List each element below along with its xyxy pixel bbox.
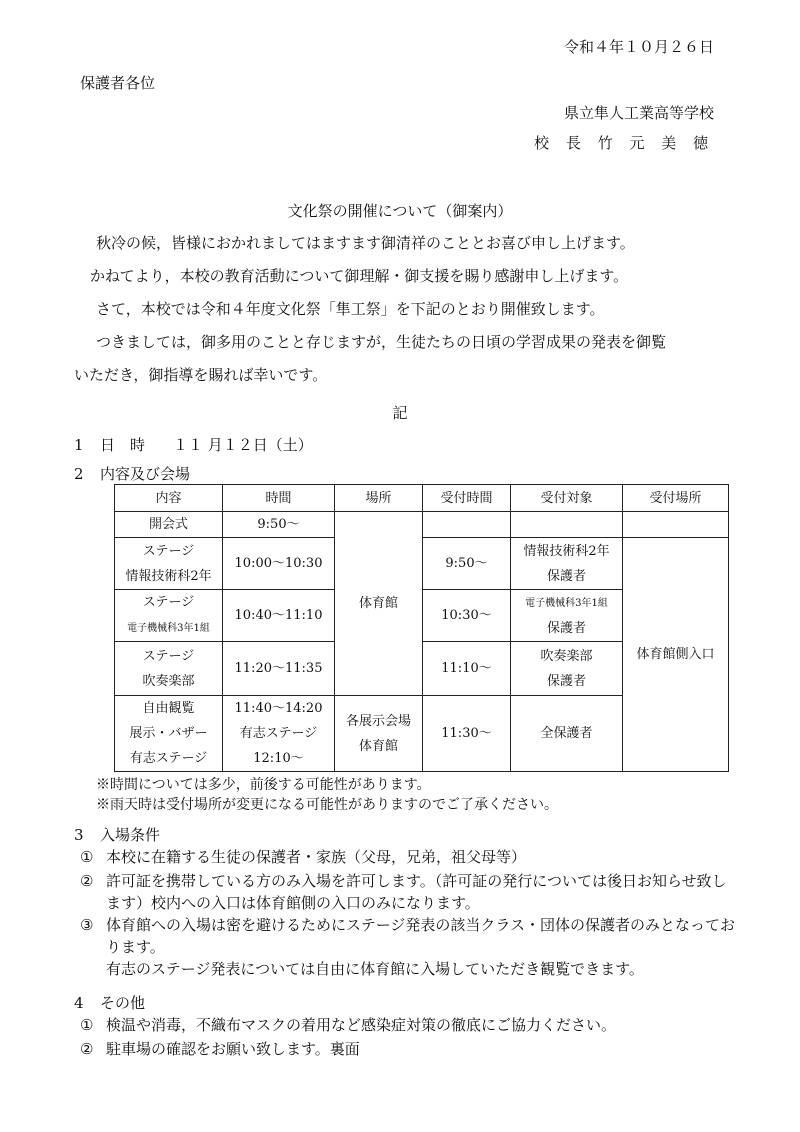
body-line-3: さて，本校では令和４年度文化祭「隼工祭」を下記のとおり開催致します。	[96, 300, 605, 318]
column-header: 受付場所	[623, 485, 729, 512]
reception-time-cell: 11:10～	[423, 642, 511, 696]
time-cell: 10:00～10:30	[223, 538, 335, 590]
time-cell: 11:40～14:20 有志ステージ 12:10～	[223, 696, 335, 772]
time-cell: 9:50～	[223, 512, 335, 538]
time-cell: 10:40～11:10	[223, 590, 335, 642]
document-date: 令和４年１０月２６日	[563, 38, 714, 56]
content-cell: ステージ 吹奏楽部	[115, 642, 223, 696]
body-line-1: 秋冷の候，皆様におかれましてはますます御清祥のこととお喜び申し上げます。	[96, 234, 635, 252]
list-item-continuation: 有志のステージ発表については自由に体育館に入場していただき観覧できます。	[106, 960, 644, 978]
body-line-2: かねてより，本校の教育活動について御理解・御支援を賜り感謝申し上げます。	[90, 267, 629, 285]
reception-time-cell: 10:30～	[423, 590, 511, 642]
reception-place-cell	[623, 512, 729, 538]
list-item: ① 検温や消毒，不織布マスクの着用など感染症対策の徹底にご協力ください。	[80, 1016, 617, 1034]
content-cell: 開会式	[115, 512, 223, 538]
note-rain: ※雨天時は受付場所が変更になる可能性がありますのでご了承ください。	[96, 797, 558, 813]
document-title: 文化祭の開催について（御案内）	[287, 202, 513, 220]
school-name: 県立隼人工業高等学校	[563, 104, 714, 122]
time-cell: 11:20～11:35	[223, 642, 335, 696]
list-item: ② 駐車場の確認をお願い致します。裏面	[80, 1040, 360, 1058]
content-cell: ステージ 電子機械科3年1組	[115, 590, 223, 642]
column-header: 受付時間	[423, 485, 511, 512]
reception-time-cell	[423, 512, 511, 538]
list-item: ③ 体育館への入場は密を避けるためにステージ発表の該当クラス・団体の保護者のみとなってお	[80, 916, 735, 934]
reception-time-cell: 9:50～	[423, 538, 511, 590]
target-cell: 全保護者	[511, 696, 623, 772]
list-item: ② 許可証を携帯している方のみ入場を許可します。（許可証の発行については後日お知らせ致し	[80, 872, 727, 890]
body-line-5: いただき，御指導を賜れば幸いです。	[74, 366, 328, 384]
section-number: 2	[74, 465, 84, 483]
section-label: 日 時	[100, 436, 146, 454]
list-item-continuation: ります。	[106, 938, 165, 956]
section-4	[74, 992, 145, 1013]
body-line-4: つきましては，御多用のことと存じますが，生徒たちの日頃の学習成果の発表を御覧	[96, 333, 667, 351]
place-cell: 体育館	[335, 512, 423, 696]
target-cell: 情報技術科2年 保護者	[511, 538, 623, 590]
section-3	[74, 824, 160, 845]
addressee: 保護者各位	[80, 74, 156, 92]
event-date: １１ 月１２日（土）	[173, 436, 313, 454]
target-cell: 吹奏楽部 保護者	[511, 642, 623, 696]
column-header: 受付対象	[511, 485, 623, 512]
section-2	[74, 463, 190, 484]
reception-time-cell: 11:30～	[423, 696, 511, 772]
section-label: 内容及び会場	[100, 465, 191, 483]
column-header: 内容	[115, 485, 223, 512]
section-label: 入場条件	[100, 826, 161, 844]
section-number: 4	[74, 994, 84, 1012]
schedule-table	[114, 484, 729, 772]
column-header: 時間	[223, 485, 335, 512]
target-cell: 電子機械科3年1組 保護者	[511, 590, 623, 642]
place-cell: 各展示会場 体育館	[335, 696, 423, 772]
target-cell	[511, 512, 623, 538]
column-header: 場所	[335, 485, 423, 512]
section-label: その他	[100, 994, 146, 1012]
content-cell: 自由観覧 展示・バザー 有志ステージ	[115, 696, 223, 772]
list-item-continuation: ます）校内への入口は体育館側の入口のみになります。	[106, 894, 480, 912]
section-1	[74, 434, 313, 455]
section-number: 3	[74, 826, 84, 844]
section-number: 1	[74, 436, 84, 454]
table-row	[115, 512, 729, 538]
content-cell: ステージ 情報技術科2年	[115, 538, 223, 590]
reception-place-cell: 体育館側入口	[623, 538, 729, 772]
list-item: ① 本校に在籍する生徒の保護者・家族（父母，兄弟，祖父母等）	[80, 848, 527, 866]
ki-heading: 記	[392, 404, 408, 422]
principal-name: 校 長 竹 元 美 徳	[534, 134, 714, 152]
note-time: ※時間については多少，前後する可能性があります。	[96, 777, 431, 793]
table-header-row	[115, 485, 729, 512]
